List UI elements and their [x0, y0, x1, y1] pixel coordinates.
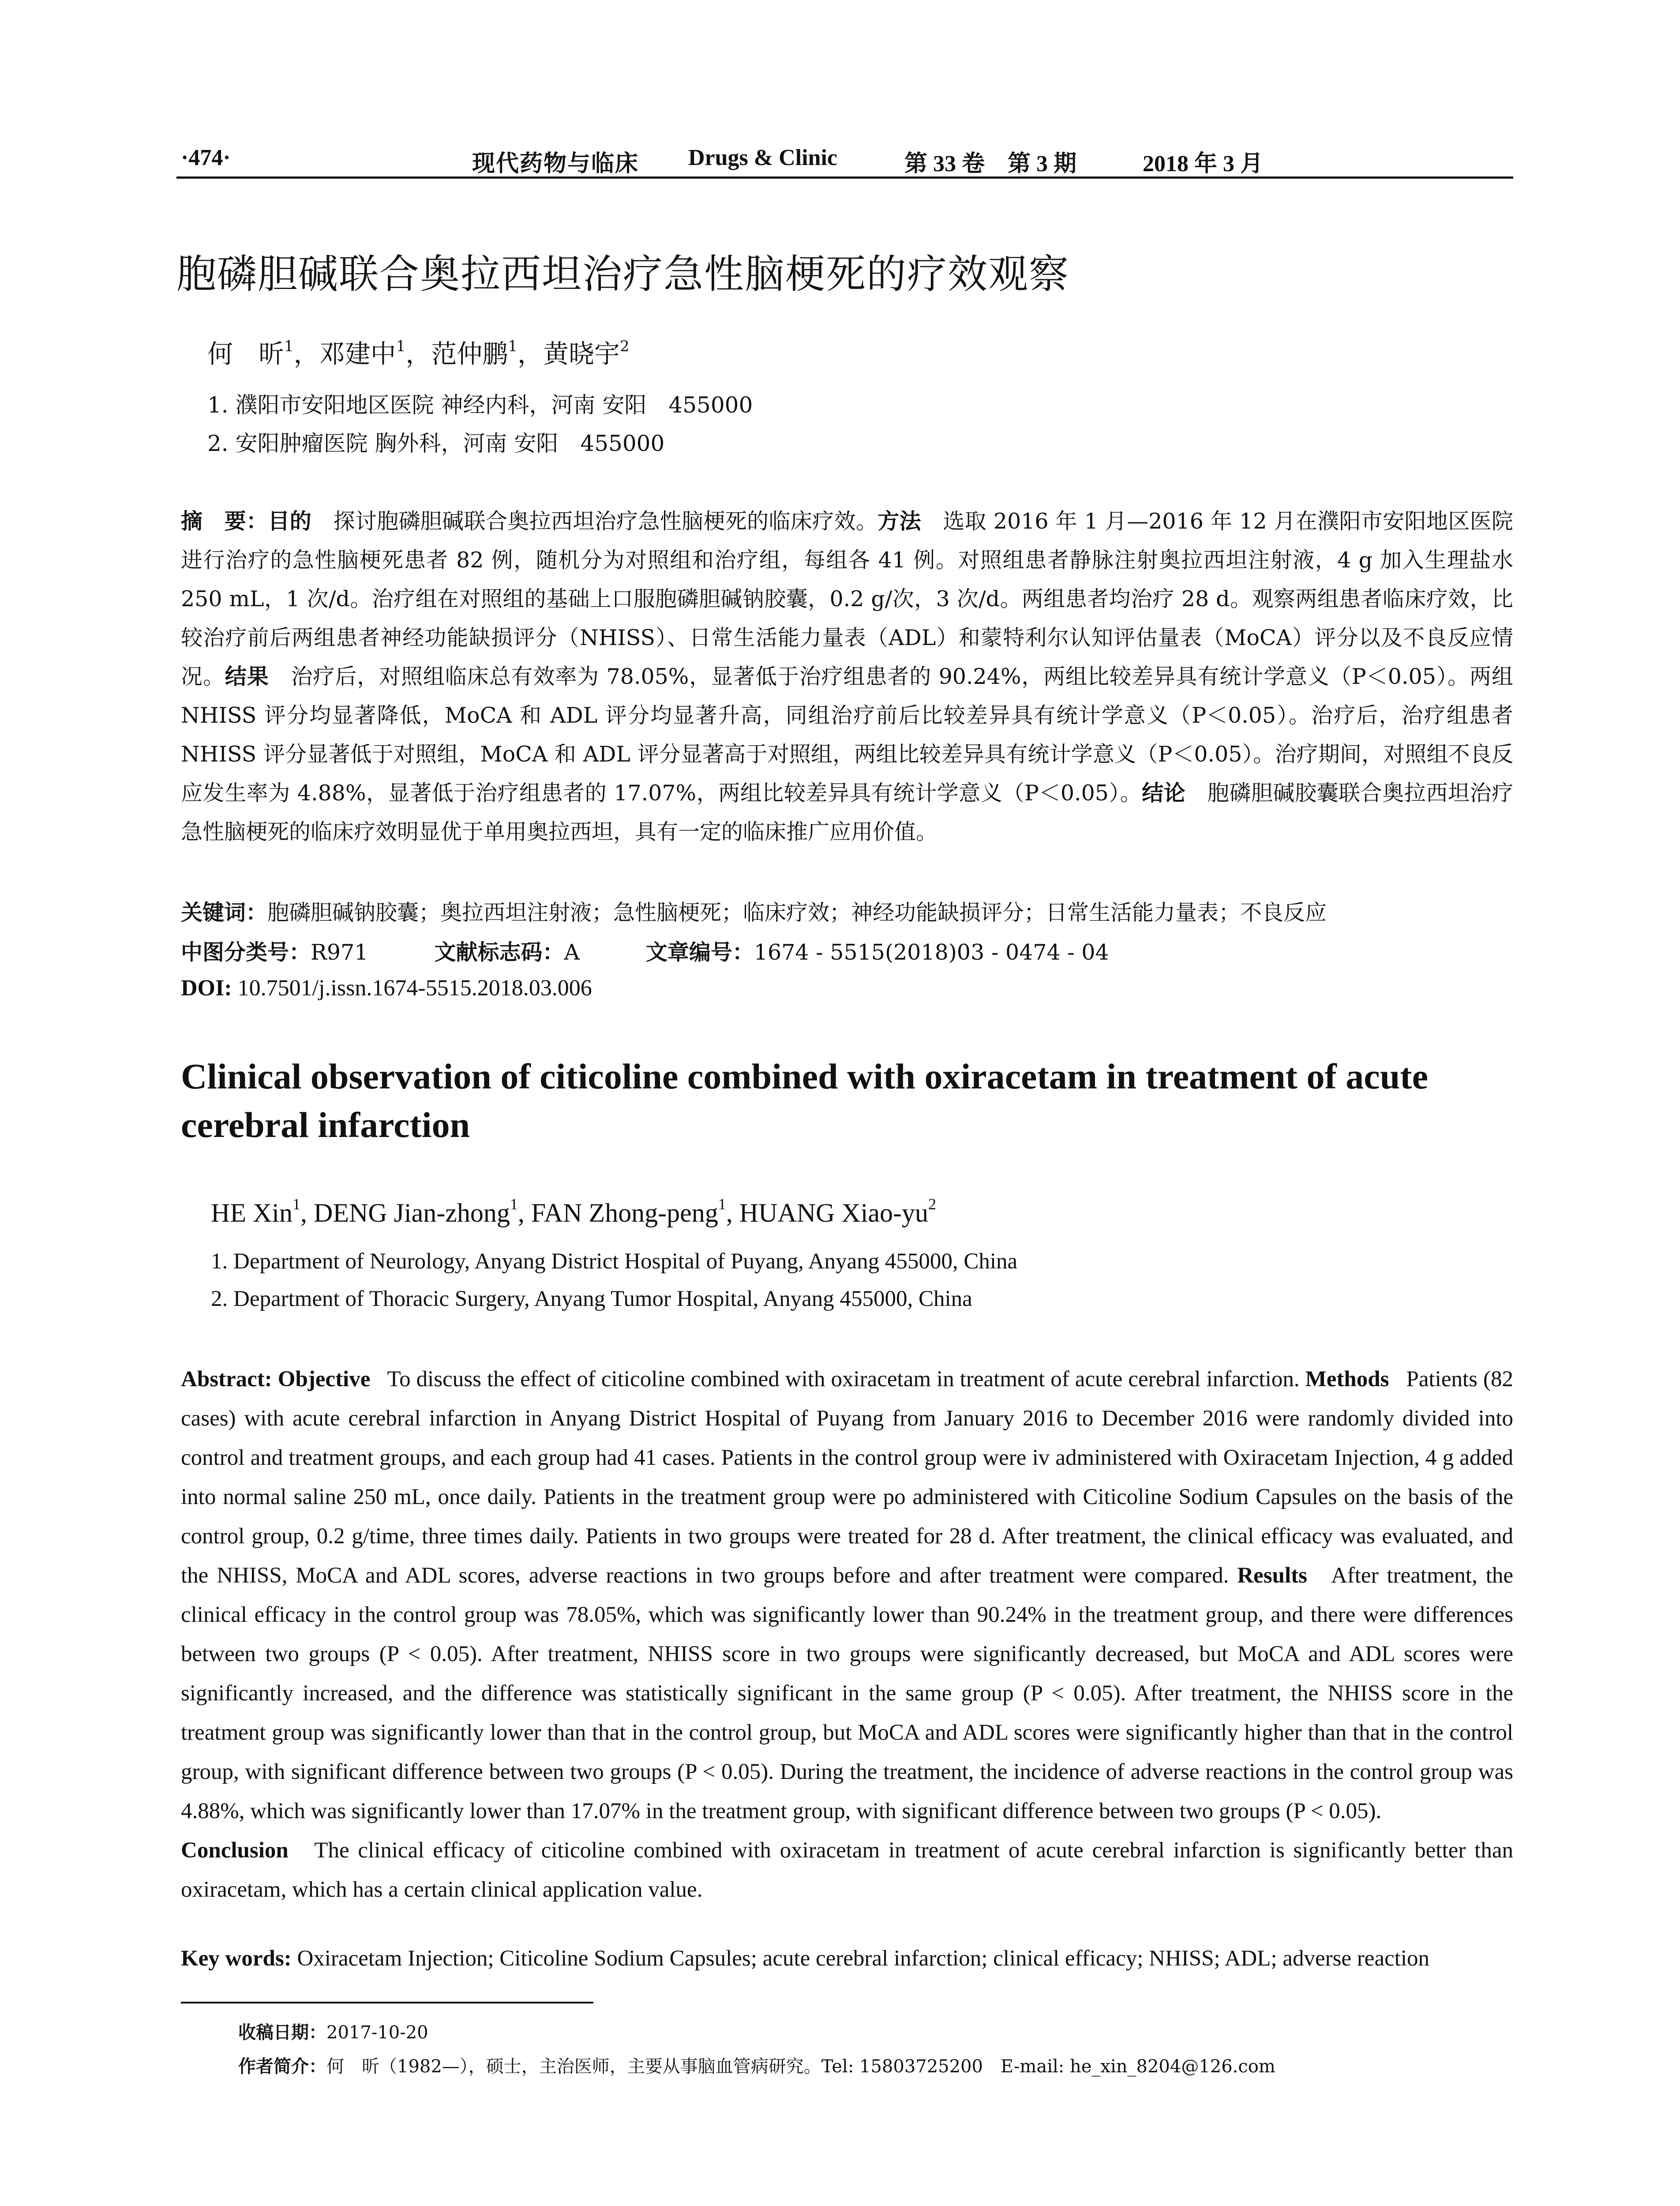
results-text: 治疗后，对照组临床总有效率为 78.05%，显著低于治疗组患者的 90.24%，两组比较差异具有统计学意义（P＜0.05）。两组 NHISS 评分均显著降低，MoCA 和 ADL 评分均显著升高，同组治疗前后比较差异具有统计学意义（P＜0.05）。治疗后，治疗组患者 NHISS 评分显著低于对照组，MoCA 和 ADL 评分显著高于对照组，两组比较差异具有统计学意义（P＜0.05）。治疗期间，对照组不良反应发生率为 4.88%，显著低于治疗组患者的 17.07%，两组比较差异具有统计学意义（P＜0.05）。 — [181, 664, 1513, 806]
methods-label: Methods — [1305, 1367, 1389, 1392]
keywords-text: Oxiracetam Injection; Citicoline Sodium Capsules; acute cerebral infarction; clinical efficacy; NHISS; ADL; adverse reaction — [297, 1946, 1430, 1971]
affiliation-en-1: 1. Department of Neurology, Anyang District Hospital of Puyang, Anyang 455000, China — [211, 1249, 1018, 1274]
footnote-rule — [181, 2002, 593, 2003]
methods-text: 选取 2016 年 1 月—2016 年 12 月在濮阳市安阳地区医院进行治疗的急性脑梗死患者 82 例，随机分为对照组和治疗组，每组各 41 例。对照组患者静脉注射奥拉西坦注射液，4 g 加入生理盐水 250 mL，1 次/d。治疗组在对照组的基础上口服胞磷胆碱钠胶囊，0.2 g/次，3 次/d。两组患者均治疗 28 d。观察两组患者临床疗效，比较治疗前后两组患者神经功能缺损评分（NHISS）、日常生活能力量表（ADL）和蒙特利尔认知评估量表（MoCA）评分以及不良反应情况。 — [181, 509, 1513, 689]
objective-text: 探讨胞磷胆碱联合奥拉西坦治疗急性脑梗死的临床疗效。 — [333, 509, 878, 534]
author-name: FAN Zhong-peng — [531, 1198, 718, 1227]
conclusion-label: 结论 — [1142, 780, 1186, 806]
running-header — [176, 140, 1513, 176]
conclusion-text: 胞磷胆碱胶囊联合奥拉西坦治疗急性脑梗死的临床疗效明显优于单用奥拉西坦，具有一定的临床推广应用价值。 — [181, 780, 1513, 844]
affiliation-cn-1: 1. 濮阳市安阳地区医院 神经内科，河南 安阳 455000 — [207, 392, 753, 418]
journal-name-cn: 现代药物与临床 — [472, 151, 639, 176]
affiliation-marker: 1 — [292, 1195, 300, 1213]
authors-cn: 何 昕$^1$，邓建中$^1$，范仲鹏$^1$，黄晓宇$^2$ — [207, 338, 630, 369]
abstract-label: Abstract: — [181, 1367, 272, 1392]
author-name: DENG Jian-zhong — [313, 1198, 510, 1227]
doi-line — [181, 975, 1513, 1001]
keywords-text: 胞磷胆碱钠胶囊；奥拉西坦注射液；急性脑梗死；临床疗效；神经功能缺损评分；日常生活能力量表；不良反应 — [267, 900, 1327, 925]
received-date: 收稿日期：2017-10-20 — [238, 2022, 428, 2043]
header-rule — [176, 176, 1513, 179]
doi-link[interactable]: 10.7501/j.issn.1674-5515.2018.03.006 — [237, 975, 592, 1001]
journal-name-en: Drugs & Clinic — [688, 145, 837, 170]
objective-label: Objective — [278, 1367, 371, 1392]
conclusion-label: Conclusion — [181, 1838, 289, 1863]
affiliation-marker: 2 — [620, 338, 630, 355]
abstract-en — [181, 1360, 1513, 1910]
author-name: 何 昕 — [207, 339, 285, 369]
affiliation-marker: 2 — [928, 1195, 936, 1213]
document-code: 文献标志码：A — [434, 940, 580, 965]
doi-label: DOI: — [181, 975, 232, 1001]
affiliation-marker: 1 — [508, 338, 518, 355]
affiliation-marker: 1 — [510, 1195, 518, 1213]
keywords-label: Key words: — [181, 1946, 292, 1971]
keywords-label: 关键词： — [181, 900, 268, 925]
affiliation-marker: 1 — [396, 338, 406, 355]
methods-text: Patients (82 cases) with acute cerebral infarction in Anyang District Hospital of Puyang from January 2016 to December 2016 were randomly divided into control and treatment groups, and each group had 41 cases. Patients in the control group were iv administered with Oxiracetam Injection, 4 g added into normal saline 250 mL, once daily. Patients in the treatment group were po administered with Citicoline Sodium Capsules on the basis of the control group, 0.2 g/time, three times daily. Patients in two groups were treated for 28 d. After treatment, the clinical efficacy was evaluated, and the NHISS, MoCA and ADL scores, adverse reactions in two groups before and after treatment were compared. — [181, 1367, 1513, 1588]
affiliation-cn-2: 2. 安阳肿瘤医院 胸外科，河南 安阳 455000 — [207, 431, 665, 456]
methods-label: 方法 — [878, 509, 921, 534]
page-number: ·474· — [181, 145, 231, 170]
issue-date: 2018 年 3 月 — [1143, 151, 1264, 176]
author-bio: 作者简介：何 昕（1982—），硕士，主治医师，主要从事脑血管病研究。Tel: 15803725200 E-mail: he_xin_8204@126.com — [238, 2056, 1275, 2077]
title-en: Clinical observation of citicoline combined with oxiracetam in treatment of acute cerebral infarction — [181, 1056, 1428, 1145]
author-name: 邓建中 — [319, 339, 396, 369]
affiliation-marker: 1 — [718, 1195, 726, 1213]
title-cn: 胞磷胆碱联合奥拉西坦治疗急性脑梗死的疗效观察 — [176, 251, 1069, 297]
results-text: After treatment, the clinical efficacy in the control group was 78.05%, which was significantly lower than 90.24% in the treatment group, and there were differences between two groups (P < 0.05). After treatment, NHISS score in two groups were significantly decreased, but MoCA and ADL scores were significantly increased, and the difference was statistically significant in the same group (P < 0.05). After treatment, the NHISS score in the treatment group was significantly lower than that in the control group, but MoCA and ADL scores were significantly higher than that in the control group, with significant difference between two groups (P < 0.05). During the treatment, the incidence of adverse reactions in the control group was 4.88%, which was significantly lower than 17.07% in the treatment group, with significant difference between two groups (P < 0.05). — [181, 1563, 1514, 1823]
results-label: Results — [1237, 1563, 1308, 1588]
article-number: 文章编号：1674 - 5515(2018)03 - 0474 - 04 — [645, 940, 1109, 965]
objective-label: 目的 — [268, 509, 312, 534]
classification-line — [181, 935, 1513, 966]
volume-issue: 第 33 卷 第 3 期 — [904, 151, 1077, 176]
conclusion-text: The clinical efficacy of citicoline combined with oxiracetam in treatment of acute cerebral infarction is significantly better than oxiracetam, which has a certain clinical application value. — [181, 1838, 1513, 1902]
abstract-cn — [181, 502, 1513, 852]
objective-text: To discuss the effect of citicoline combined with oxiracetam in treatment of acute cerebral infarction. — [387, 1367, 1300, 1392]
keywords-cn — [181, 896, 1513, 927]
affiliation-marker: 1 — [284, 338, 294, 355]
authors-en: HE Xin$^1$, DENG Jian-zhong$^1$, FAN Zhong-peng$^1$, HUANG Xiao-$yu^2$ — [211, 1195, 936, 1227]
author-name: HE Xin — [211, 1198, 292, 1227]
author-name: 黄晓宇 — [543, 339, 620, 369]
clc-number: 中图分类号：R971 — [181, 940, 368, 965]
author-name: HUANG Xiao-yu — [739, 1198, 928, 1227]
abstract-label: 摘 要： — [181, 509, 268, 534]
affiliation-en-2: 2. Department of Thoracic Surgery, Anyang Tumor Hospital, Anyang 455000, China — [211, 1287, 972, 1311]
keywords-en — [181, 1946, 1518, 1971]
author-name: 范仲鹏 — [431, 339, 508, 369]
results-label: 结果 — [225, 664, 269, 689]
